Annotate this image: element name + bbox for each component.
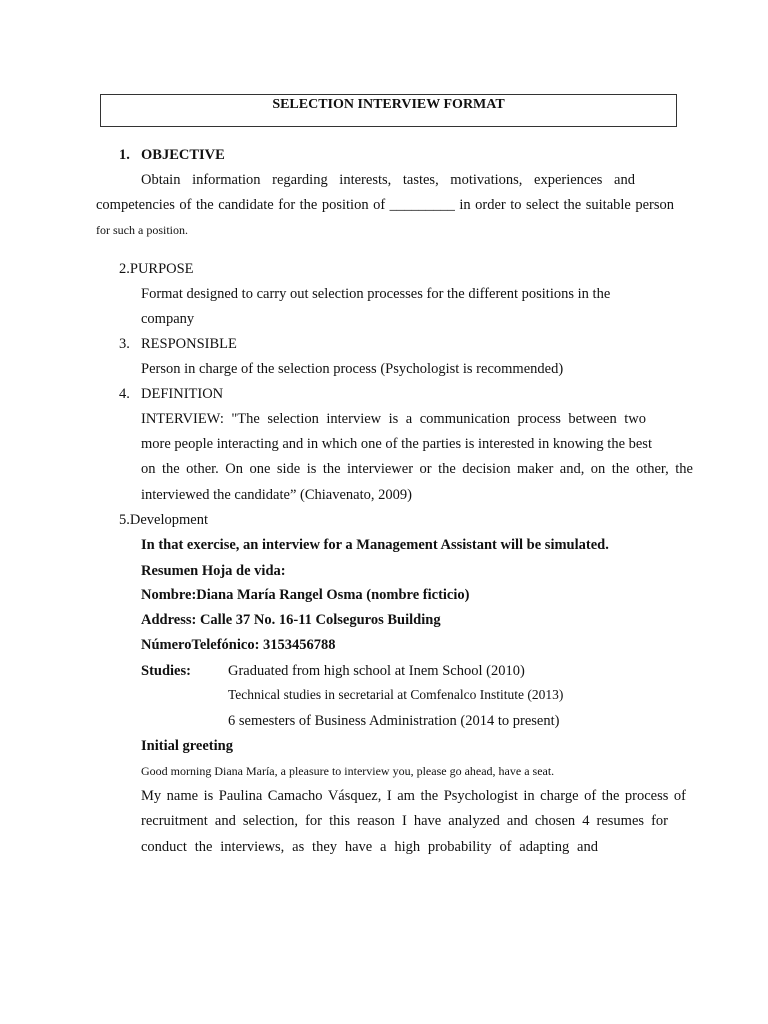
candidate-phone: NúmeroTelefónico: 3153456788 xyxy=(141,637,336,653)
development-heading: 5.Development xyxy=(119,512,208,528)
objective-heading: OBJECTIVE xyxy=(141,147,225,163)
resume-title: Resumen Hoja de vida: xyxy=(141,563,286,579)
purpose-line-1: Format designed to carry out selection processes for the different positions in the xyxy=(141,286,611,302)
paragraph-line-1: My name is Paulina Camacho Vásquez, I am the Psychologist in charge of the process of xyxy=(141,788,686,804)
responsible-number: 3. xyxy=(119,336,130,352)
definition-number: 4. xyxy=(119,386,130,402)
studies-item: Technical studies in secretarial at Comfenalco Institute (2013) xyxy=(228,687,564,702)
title-box xyxy=(100,94,677,127)
definition-line-1: INTERVIEW: "The selection interview is a communication process between two xyxy=(141,411,646,427)
purpose-line-2: company xyxy=(141,311,195,327)
objective-line-2: competencies of the candidate for the position of _________ in order to select the suitable person xyxy=(96,197,674,213)
responsible-heading: RESPONSIBLE xyxy=(141,336,237,352)
development-intro: In that exercise, an interview for a Management Assistant will be simulated. xyxy=(141,537,609,553)
candidate-address: Address: Calle 37 No. 16-11 Colseguros Building xyxy=(141,612,441,628)
responsible-line-1: Person in charge of the selection process (Psychologist is recommended) xyxy=(141,361,564,377)
objective-number: 1. xyxy=(119,147,130,163)
purpose-heading: 2.PURPOSE xyxy=(119,261,194,277)
definition-line-4: interviewed the candidate” (Chiavenato, 2009) xyxy=(141,487,412,503)
objective-line-3: for such a position. xyxy=(96,223,188,237)
studies-item: 6 semesters of Business Administration (2014 to present) xyxy=(228,713,560,729)
definition-heading: DEFINITION xyxy=(141,386,224,402)
greeting-text: Good morning Diana María, a pleasure to interview you, please go ahead, have a seat. xyxy=(141,764,555,778)
studies-label: Studies: xyxy=(141,663,191,679)
definition-line-2: more people interacting and in which one of the parties is interested in knowing the best xyxy=(141,436,652,452)
definition-line-3: on the other. On one side is the interviewer or the decision maker and, on the other, the xyxy=(141,461,693,477)
greeting-title: Initial greeting xyxy=(141,738,233,754)
document-title: SELECTION INTERVIEW FORMAT xyxy=(272,97,505,112)
candidate-name: Nombre:Diana María Rangel Osma (nombre ficticio) xyxy=(141,587,470,603)
objective-line-1: Obtain information regarding interests, tastes, motivations, experiences and xyxy=(141,172,635,188)
studies-item: Graduated from high school at Inem School (2010) xyxy=(228,663,525,679)
paragraph-line-3: conduct the interviews, as they have a high probability of adapting and xyxy=(141,839,598,855)
paragraph-line-2: recruitment and selection, for this reason I have analyzed and chosen 4 resumes for xyxy=(141,813,668,829)
